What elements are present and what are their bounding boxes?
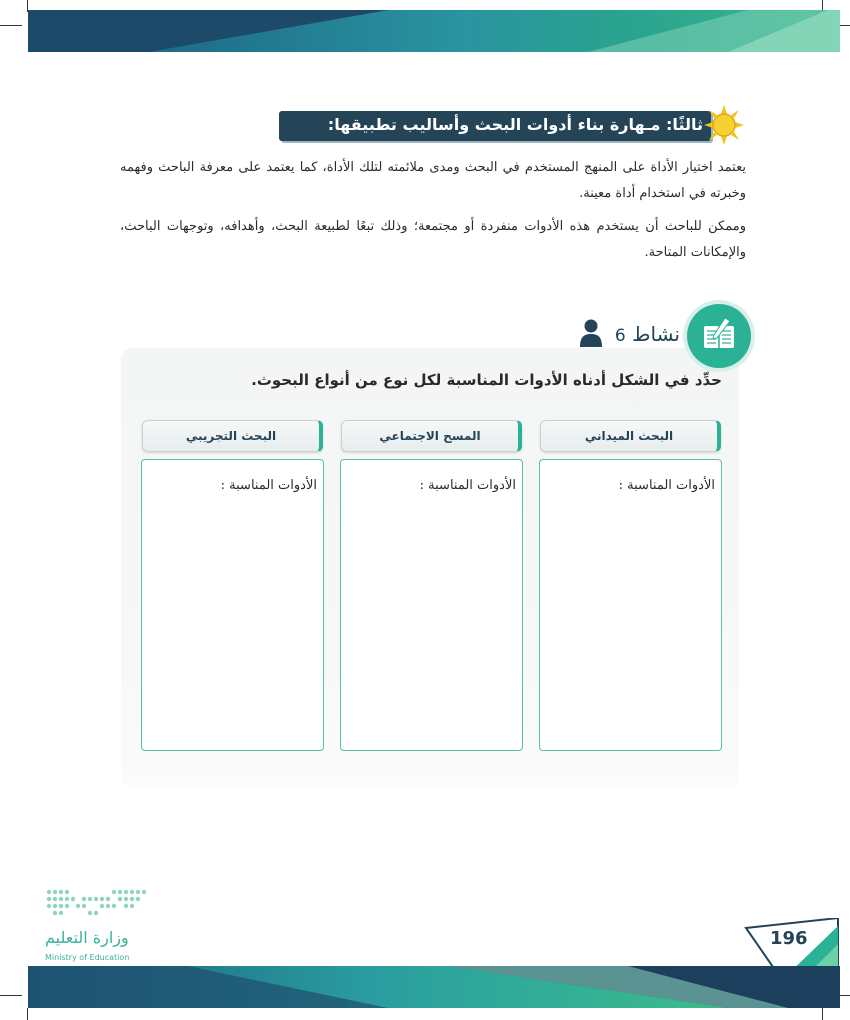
answer-box-field-research[interactable] (539, 459, 722, 751)
crop-mark (0, 25, 22, 26)
ministry-name-english: Ministry of Education (45, 953, 130, 962)
ministry-name-arabic: وزارة التعليم (45, 928, 129, 947)
top-banner (28, 10, 840, 52)
activity-badge (687, 304, 751, 368)
bottom-banner (28, 966, 840, 1008)
tools-label: الأدوات المناسبة : (618, 478, 715, 493)
activity-number: 6 (614, 326, 626, 346)
activity-book-icon (687, 304, 751, 368)
crop-mark (822, 1008, 823, 1020)
paragraph-2: وممكن للباحث أن يستخدم هذه الأدوات منفردة أو مجتمعة؛ وذلك تبعًا لطبيعة البحث، وأهدافه، وتوجهات الباحث، والإمكانات المتاحة. (120, 219, 746, 260)
column-header-experimental-research: البحث التجريبي (142, 420, 323, 452)
sun-icon (703, 104, 745, 146)
activity-instruction: حدِّد في الشكل أدناه الأدوات المناسبة لكل نوع من أنواع البحوث. (251, 371, 722, 389)
activity-title-text: نشاط (632, 322, 680, 346)
paragraph-1: يعتمد اختيار الأداة على المنهج المستخدم في البحث ومدى ملائمته لتلك الأداة، كما يعتمد على معرفة الباحث وفهمه وخبرته في استخدام أداة معينة. (120, 160, 746, 201)
column-header-field-research: البحث الميداني (540, 420, 721, 452)
person-icon (578, 318, 604, 348)
tools-label: الأدوات المناسبة : (419, 478, 516, 493)
activity-title (600, 322, 680, 350)
tools-label: الأدوات المناسبة : (220, 478, 317, 493)
crop-mark (0, 995, 22, 996)
answer-box-experimental-research[interactable] (141, 459, 324, 751)
ministry-logo-icon (44, 886, 149, 926)
page-number: 196 (770, 928, 808, 949)
answer-box-social-survey[interactable] (340, 459, 523, 751)
section-heading (279, 111, 711, 141)
crop-mark (27, 1008, 28, 1020)
column-header-social-survey: المسح الاجتماعي (341, 420, 522, 452)
section-heading-text: ثالثًا: مـهارة بناء أدوات البحث وأساليب تطبيقها: (327, 115, 703, 134)
